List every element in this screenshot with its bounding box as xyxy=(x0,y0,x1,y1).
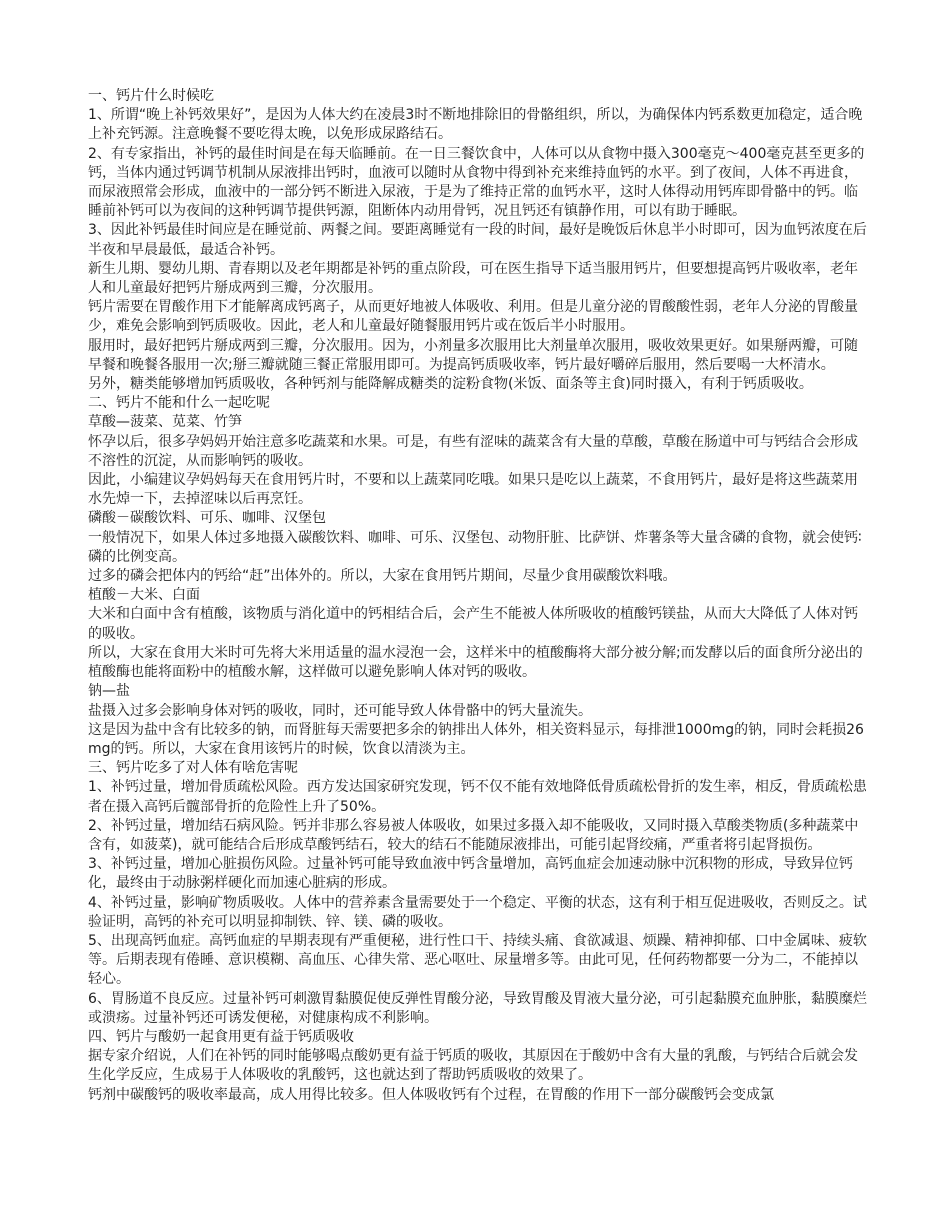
paragraph: 怀孕以后，很多孕妈妈开始注意多吃蔬菜和水果。可是，有些有涩味的蔬菜含有大量的草酸，草酸在肠道中可与钙结合会形成不溶性的沉淀，从而影响钙的吸收。 xyxy=(88,433,858,469)
section-heading-1: 一、钙片什么时候吃 xyxy=(88,88,214,104)
subheading-phosphoric-acid: 磷酸－碳酸饮料、可乐、咖啡、汉堡包 xyxy=(88,510,326,527)
paragraph: 因此，小编建议孕妈妈每天在食用钙片时，不要和以上蔬菜同吃哦。如果只是吃以上蔬菜，不食用钙片，最好是将这些蔬菜用水先焯一下，去掉涩味以后再烹饪。 xyxy=(88,472,858,508)
paragraph: 4、补钙过量，影响矿物质吸收。人体中的营养素含量需要处于一个稳定、平衡的状态，这有利于相互促进吸收，否则反之。试验证明，高钙的补充可以明显抑制铁、锌、镁、磷的吸收。 xyxy=(88,894,867,930)
document-body xyxy=(88,87,870,1105)
paragraph: 所以，大家在食用大米时可先将大米用适量的温水浸泡一会，这样米中的植酸酶将大部分被分解;而发酵以后的面食所分泌出的植酸酶也能将面粉中的植酸水解，这样做可以避免影响人体对钙的吸收。 xyxy=(88,644,863,681)
paragraph: 过多的磷会把体内的钙给“赶”出体外的。所以，大家在食用钙片期间，尽量少食用碳酸饮料哦。 xyxy=(88,568,677,585)
paragraph: 钙剂中碳酸钙的吸收率最高，成人用得比较多。但人体吸收钙有个过程，在胃酸的作用下一部分碳酸钙会变成氯 xyxy=(88,1086,774,1103)
paragraph: 6、胃肠道不良反应。过量补钙可刺激胃黏膜促使反弹性胃酸分泌，导致胃酸及胃液大量分泌，可引起黏膜充血肿胀，黏膜糜烂或溃疡。过量补钙还可诱发便秘，对健康构成不利影响。 xyxy=(88,990,867,1026)
paragraph: 新生儿期、婴幼儿期、青春期以及老年期都是补钙的重点阶段，可在医生指导下适当服用钙片，但要想提高钙片吸收率，老年人和儿童最好把钙片掰成两到三瓣，分次服用。 xyxy=(88,260,858,297)
paragraph: 钙片需要在胃酸作用下才能解离成钙离子，从而更好地被人体吸收、利用。但是儿童分泌的胃酸酸性弱，老年人分泌的胃酸量少，难免会影响到钙质吸收。因此，老人和儿童最好随餐服用钙片或在饭后半小时服用。 xyxy=(88,299,858,335)
paragraph: 一般情况下，如果人体过多地摄入碳酸饮料、咖啡、可乐、汉堡包、动物肝脏、比萨饼、炸薯条等大量含磷的食物，就会使钙∶磷的比例变高。 xyxy=(88,529,862,565)
paragraph: 1、补钙过量，增加骨质疏松风险。西方发达国家研究发现，钙不仅不能有效地降低骨质疏松骨折的发生率，相反，骨质疏松患者在摄入高钙后髋部骨折的危险性上升了50%。 xyxy=(88,779,867,815)
section-heading-2: 二、钙片不能和什么一起吃呢 xyxy=(88,395,270,412)
subheading-oxalic-acid: 草酸—菠菜、苋菜、竹笋 xyxy=(88,414,242,431)
section-heading-3: 三、钙片吃多了对人体有啥危害呢 xyxy=(88,760,298,777)
paragraph: 3、因此补钙最佳时间应是在睡觉前、两餐之间。要距离睡觉有一段的时间，最好是晚饭后休息半小时即可，因为血钙浓度在后半夜和早晨最低，最适合补钙。 xyxy=(88,222,867,258)
paragraph: 据专家介绍说，人们在补钙的同时能够喝点酸奶更有益于钙质的吸收，其原因在于酸奶中含有大量的乳酸，与钙结合后就会发生化学反应，生成易于人体吸收的乳酸钙，这也就达到了帮助钙质吸收的效果了。 xyxy=(88,1048,858,1084)
paragraph: 2、有专家指出，补钙的最佳时间是在每天临睡前。在一日三餐饮食中，人体可以从食物中摄入300毫克～400毫克甚至更多的钙，当体内通过钙调节机制从尿液排出钙时，血液可以随时从食物中得到补充来维持血钙的水平。到了夜间，人体不再进食，而尿液照常会形成，血液中的一部分钙不断进入尿液，于是为了维持正常的血钙水平，这时人体得动用钙库即骨骼中的钙。临睡前补钙可以为夜间的这种钙调节提供钙源，阻断体内动用骨钙，况且钙还有镇静作用，可以有助于睡眠。 xyxy=(88,145,865,220)
paragraph: 盐摄入过多会影响身体对钙的吸收，同时，还可能导致人体骨骼中的钙大量流失。 xyxy=(88,702,592,719)
paragraph: 3、补钙过量，增加心脏损伤风险。过量补钙可能导致血液中钙含量增加，高钙血症会加速动脉中沉积物的形成，导致异位钙化，最终由于动脉粥样硬化而加速心脏病的形成。 xyxy=(88,856,853,892)
subheading-phytic-acid: 植酸－大米、白面 xyxy=(88,587,200,604)
paragraph: 1、所谓“晚上补钙效果好”，是因为人体大约在凌晨3时不断地排除旧的骨骼组织，所以，为确保体内钙系数更加稳定，适合晚上补充钙源。注意晚餐不要吃得太晚，以免形成尿路结石。 xyxy=(88,107,863,143)
paragraph: 2、补钙过量，增加结石病风险。钙并非那么容易被人体吸收，如果过多摄入却不能吸收，又同时摄入草酸类物质(多种蔬菜中含有，如菠菜)，就可能结合后形成草酸钙结石，较大的结石不能随尿液排出，可能引起肾绞痛，严重者将引起肾损伤。 xyxy=(88,817,859,853)
subheading-sodium: 钠—盐 xyxy=(88,683,130,700)
paragraph: 大米和白面中含有植酸，该物质与消化道中的钙相结合后，会产生不能被人体所吸收的植酸钙镁盐，从而大大降低了人体对钙的吸收。 xyxy=(88,606,858,642)
paragraph: 另外，糖类能够增加钙质吸收，各种钙剂与能降解成糖类的淀粉食物(米饭、面条等主食)同时摄入，有利于钙质吸收。 xyxy=(88,376,813,393)
paragraph: 这是因为盐中含有比较多的钠，而肾脏每天需要把多余的钠排出人体外，相关资料显示，每排泄1000mg的钠，同时会耗损26mg的钙。所以，大家在食用该钙片的时候，饮食以清淡为主。 xyxy=(88,721,864,757)
section-heading-4: 四、钙片与酸奶一起食用更有益于钙质吸收 xyxy=(88,1028,354,1045)
paragraph: 5、出现高钙血症。高钙血症的早期表现有严重便秘，进行性口干、持续头痛、食欲减退、烦躁、精神抑郁、口中金属味、疲软等。后期表现有倦睡、意识模糊、高血压、心律失常、恶心呕吐、尿量增多等。由此可见，任何药物都要一分为二，不能掉以轻心。 xyxy=(88,932,867,988)
paragraph: 服用时，最好把钙片掰成两到三瓣，分次服用。因为，小剂量多次服用比大剂量单次服用，吸收效果更好。如果掰两瓣，可随早餐和晚餐各服用一次;掰三瓣就随三餐正常服用即可。为提高钙质吸收率，钙片最好嚼碎后服用，然后要喝一大杯清水。 xyxy=(88,337,858,373)
